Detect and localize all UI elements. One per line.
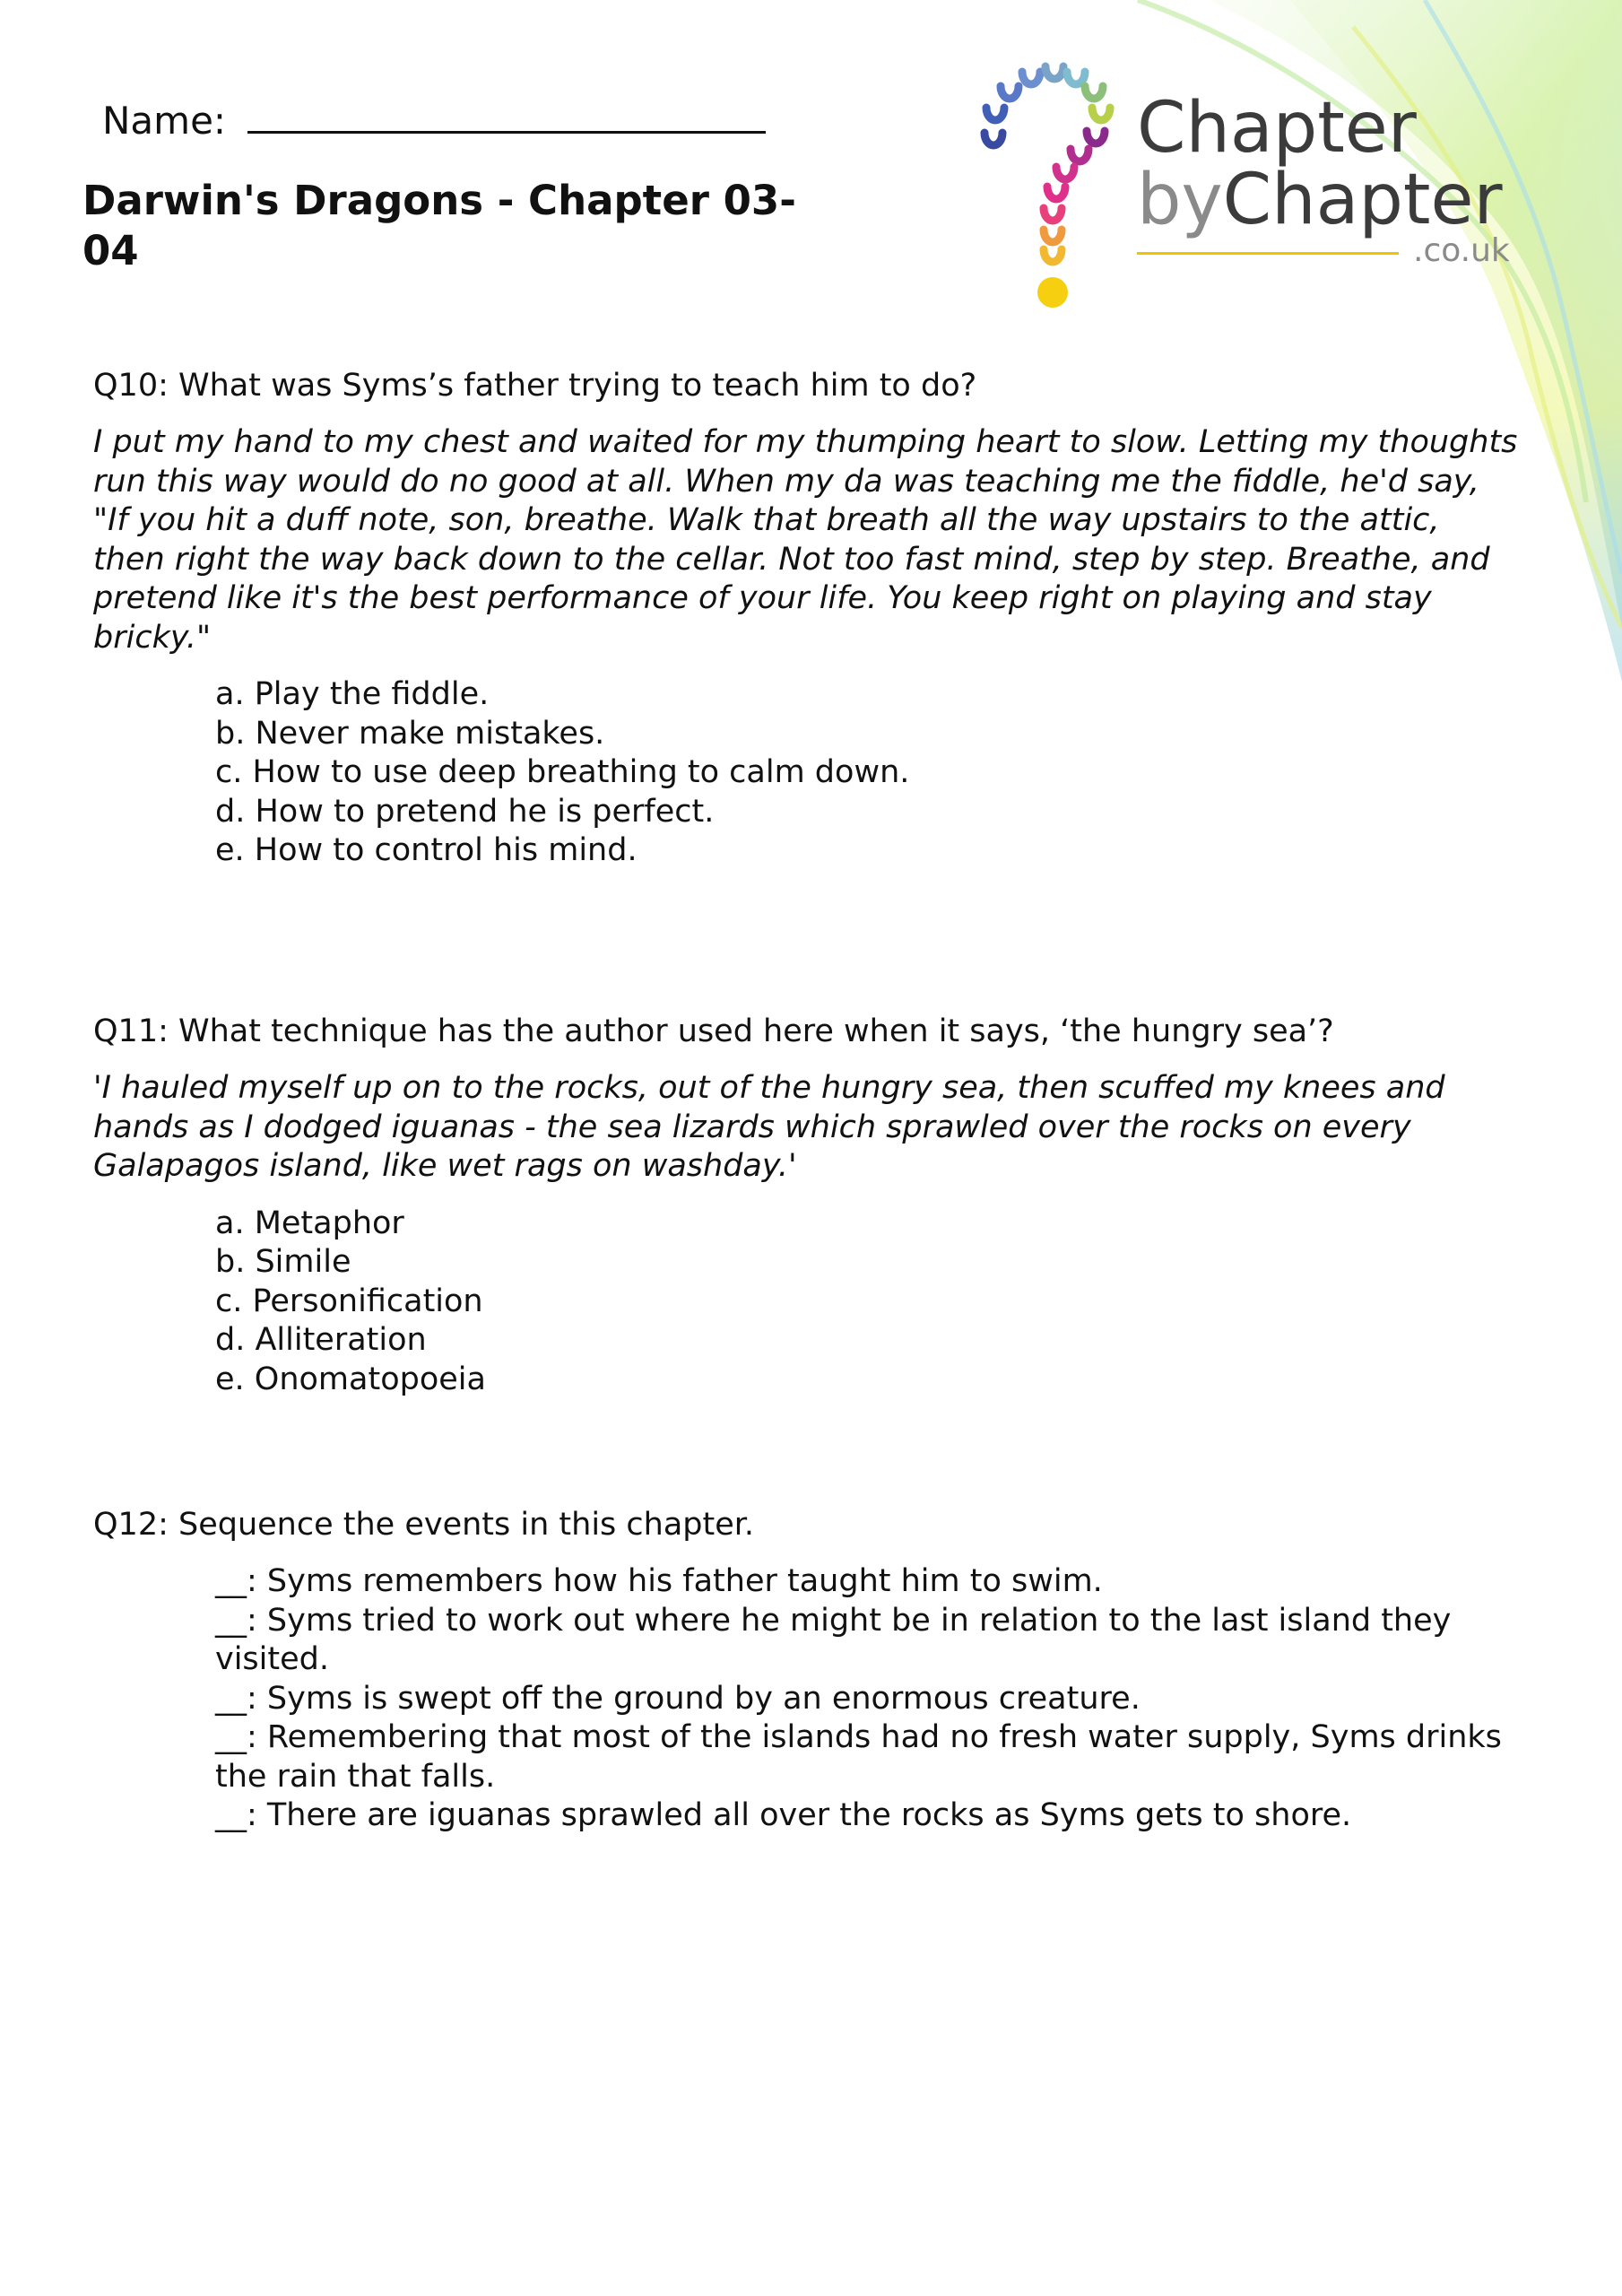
answer-option-b[interactable]: b. Simile <box>215 1244 351 1280</box>
question-q10 <box>93 366 1528 871</box>
question-q12 <box>93 1505 1528 1836</box>
answer-options <box>215 675 1524 871</box>
question-passage <box>93 423 1519 657</box>
answer-option-b[interactable]: b. Never make mistakes. <box>215 715 605 752</box>
answer-option-e[interactable]: e. How to control his mind. <box>215 832 638 868</box>
sequence-items <box>215 1562 1524 1836</box>
answer-option-d[interactable]: d. Alliteration <box>215 1322 427 1358</box>
sequence-item-2[interactable]: __: Syms tried to work out where he might be in relation to the last island they visited. <box>215 1602 1452 1677</box>
question-q11 <box>93 1012 1528 1399</box>
passage-paragraph: I put my hand to my chest and waited for my thumping heart to slow. Letting my thoughts run this way would do no good at all. When my da was teaching me the fiddle, he'd say, <box>93 424 1518 500</box>
passage-paragraph: "If you hit a duff note, son, breathe. Walk that breath all the way upstairs to the attic, then right the way back down to the cellar. Not too fast mind, step by step. Breathe, and pretend like it's the best performance of your life. You keep right on playing and stay bricky." <box>93 502 1490 656</box>
answer-option-a[interactable]: a. Metaphor <box>215 1205 404 1241</box>
answer-options <box>215 1205 1524 1400</box>
name-blank-line[interactable] <box>247 95 766 134</box>
logo-domain: .co.uk <box>1413 232 1510 269</box>
question-prompt: Q10: What was Syms’s father trying to teach him to do? <box>93 368 977 404</box>
answer-option-d[interactable]: d. How to pretend he is perfect. <box>215 793 715 830</box>
question-prompt: Q12: Sequence the events in this chapter. <box>93 1507 755 1543</box>
worksheet-title: Darwin's Dragons - Chapter 03-04 <box>82 177 796 274</box>
sequence-item-1[interactable]: __: Syms remembers how his father taught him to swim. <box>215 1563 1103 1599</box>
name-field <box>102 95 766 143</box>
answer-option-c[interactable]: c. How to use deep breathing to calm down. <box>215 754 910 790</box>
sequence-item-4[interactable]: __: Remembering that most of the islands had no fresh water supply, Syms drinks the rain that falls. <box>215 1719 1502 1795</box>
name-label: Name: <box>102 99 227 143</box>
answer-option-e[interactable]: e. Onomatopoeia <box>215 1361 486 1397</box>
question-prompt: Q11: What technique has the author used here when it says, ‘the hungry sea’? <box>93 1013 1334 1049</box>
question-passage <box>93 1069 1519 1187</box>
logo-text-chapter-2: Chapter <box>1222 160 1503 240</box>
passage-paragraph: 'I hauled myself up on to the rocks, out of the hungry sea, then scuffed my knees and hands as I dodged iguanas - the sea lizards which sprawled over the rocks on every Galapagos island, like wet rags on washday.' <box>93 1070 1445 1184</box>
logo-text-chapter: Chapter <box>1137 88 1417 169</box>
sequence-item-5[interactable]: __: There are iguanas sprawled all over the rocks as Syms gets to shore. <box>215 1797 1352 1833</box>
chapter-by-chapter-logo <box>967 52 1540 312</box>
logo-underline <box>1137 252 1399 255</box>
answer-option-a[interactable]: a. Play the fiddle. <box>215 676 490 712</box>
logo-text-by: by <box>1137 160 1223 240</box>
sequence-item-3[interactable]: __: Syms is swept off the ground by an enormous creature. <box>215 1680 1141 1717</box>
answer-option-c[interactable]: c. Personification <box>215 1283 483 1319</box>
question-mark-books-icon <box>967 52 1119 312</box>
logo-text-by-chapter <box>1137 160 1503 240</box>
